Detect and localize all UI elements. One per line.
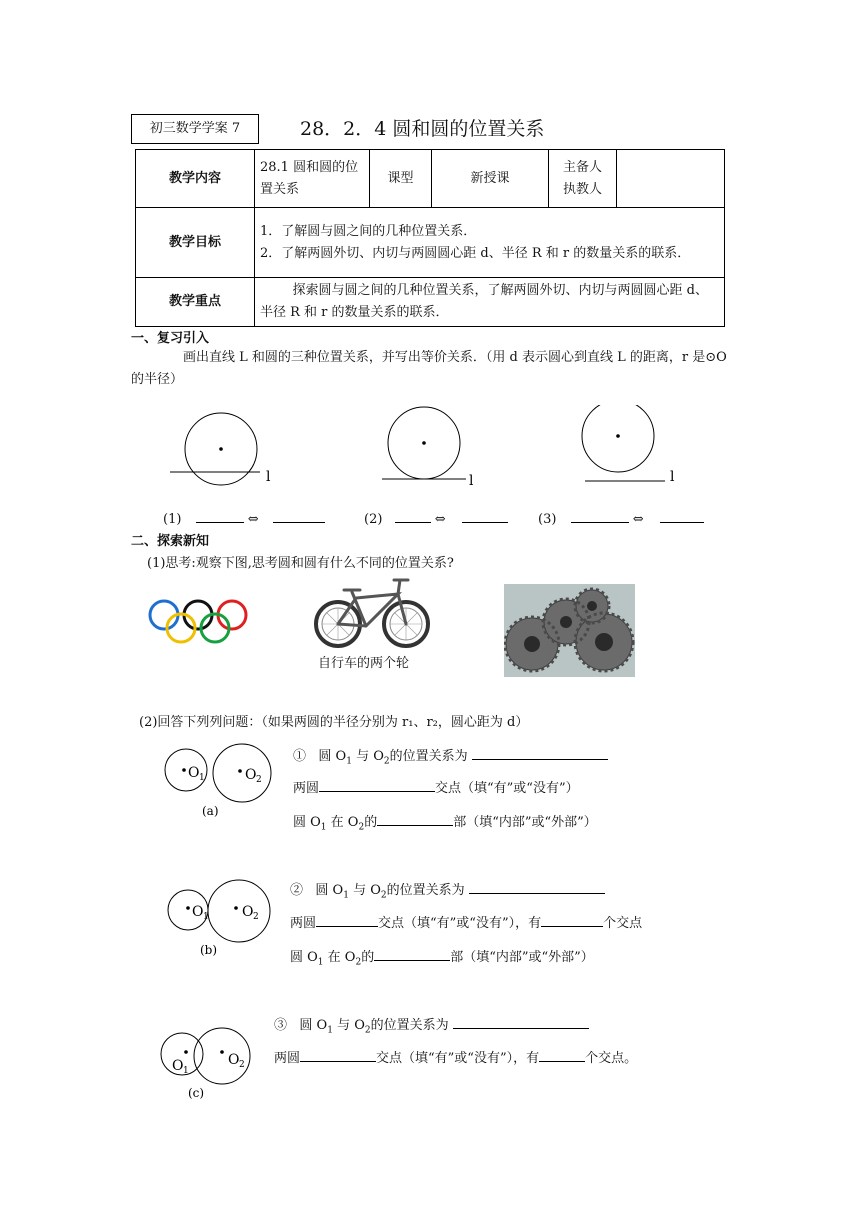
lesson-label-box: 初三数学学案 7 <box>131 114 259 144</box>
question-1-line-1: ① 圆 $O_1$ 与 $O_2$的位置关系为 <box>293 745 608 772</box>
lesson-info-table <box>135 149 725 327</box>
focus-text: 探索圆与圆之间的几种位置关系，了解两圆外切、内切与两圆圆心距 d、半径 R 和 r 的数量关系的联系． <box>255 278 725 327</box>
q3-count-blank[interactable] <box>539 1047 585 1062</box>
content-label: 教学内容 <box>136 150 255 208</box>
figure-c-intersecting-circles <box>158 1024 278 1104</box>
blank-3a[interactable] <box>571 508 629 523</box>
blank-1b[interactable] <box>273 508 325 523</box>
svg-text:(c): (c) <box>188 1086 205 1100</box>
focus-label: 教学重点 <box>136 278 255 327</box>
svg-text:O: O <box>245 767 257 783</box>
svg-text:O: O <box>172 1058 184 1074</box>
svg-text:O: O <box>242 904 254 920</box>
blank-1a[interactable] <box>196 508 244 523</box>
svg-text:(b): (b) <box>200 943 218 957</box>
preparer-label: 主备人 <box>562 159 602 175</box>
q2-relation-blank[interactable] <box>469 879 605 894</box>
equivalence-row-3 <box>538 508 704 527</box>
equiv-arrow-3: ⇔ <box>632 512 644 527</box>
content-value: 28.1 圆和圆的位置关系 <box>255 150 370 208</box>
equiv-arrow-1: ⇔ <box>247 512 259 527</box>
type-label: 课型 <box>370 150 432 208</box>
svg-text:1: 1 <box>183 1066 189 1076</box>
olympic-rings-image <box>146 598 250 644</box>
equivalence-row-1 <box>163 508 325 527</box>
gears-image <box>504 584 635 677</box>
blank-2b[interactable] <box>462 508 508 523</box>
line-label-2: l <box>469 473 474 489</box>
teacher-label: 执教人 <box>562 181 602 197</box>
q3-intersect-blank[interactable] <box>300 1047 376 1062</box>
line-label-1: l <box>266 469 271 485</box>
goal-2: 2．了解两圆外切、内切与两圆圆心距 d、半径 R 和 r 的数量关系的联系． <box>260 245 691 261</box>
line-circle-figures <box>160 405 720 500</box>
q2-intersect-blank[interactable] <box>316 912 378 927</box>
think-prompt: (1)思考:观察下图,思考圆和圆有什么不同的位置关系? <box>147 556 454 571</box>
svg-text:O: O <box>188 765 200 781</box>
q1-relation-blank[interactable] <box>472 745 608 760</box>
svg-text:O: O <box>192 904 204 920</box>
question-1-line-3: 圆 $O_1$ 在 $O_2$的 部（填“内部”或“外部”） <box>293 811 597 838</box>
answer-prompt: (2)回答下列列问题：（如果两圆的半径分别为 r₁、r₂，圆心距为 d） <box>139 715 529 730</box>
svg-text:(a): (a) <box>202 804 219 818</box>
figure-a-separate-circles <box>160 740 280 820</box>
section-1-text: 画出直线 L 和圆的三种位置关系，并写出等价关系．（用 d 表示圆心到直线 L 的距离，r 是⊙O 的半径） <box>131 350 727 387</box>
section-1-heading: 一、复习引入 <box>131 331 210 346</box>
q3-relation-blank[interactable] <box>453 1014 589 1029</box>
q2-count-blank[interactable] <box>541 912 603 927</box>
question-3-line-2: 两圆 交点（填“有”或“没有”），有 个交点。 <box>274 1047 637 1069</box>
item-2-label: (2) <box>364 512 383 527</box>
goals-text <box>255 208 725 278</box>
blank-2a[interactable] <box>395 508 431 523</box>
line-label-3: l <box>670 469 675 485</box>
figure-b-tangent-circles <box>164 877 284 959</box>
question-2-line-1: ② 圆 $O_1$ 与 $O_2$的位置关系为 <box>290 879 605 906</box>
equiv-arrow-2: ⇔ <box>434 512 446 527</box>
goals-label: 教学目标 <box>136 208 255 278</box>
equivalence-row-2 <box>364 508 508 527</box>
svg-text:2: 2 <box>239 1060 245 1070</box>
section-2-heading: 二、探索新知 <box>131 534 210 549</box>
type-value: 新授课 <box>432 150 549 208</box>
question-2-line-3: 圆 $O_1$ 在 $O_2$的 部（填“内部”或“外部”） <box>290 946 594 973</box>
question-3-line-1: ③ 圆 $O_1$ 与 $O_2$的位置关系为 <box>274 1014 589 1041</box>
svg-text:1: 1 <box>199 773 205 783</box>
bike-caption: 自行车的两个轮 <box>318 656 410 671</box>
svg-text:O: O <box>228 1052 240 1068</box>
circle-separate-figure <box>582 405 654 472</box>
svg-text:1: 1 <box>203 912 209 922</box>
bicycle-image <box>308 574 436 650</box>
preparer-teacher-labels <box>549 150 617 208</box>
item-1-label: (1) <box>163 512 182 527</box>
item-3-label: (3) <box>538 512 557 527</box>
q2-inside-blank[interactable] <box>374 946 450 961</box>
question-1-line-2: 两圆 交点（填“有”或“没有”） <box>293 777 579 799</box>
preparer-teacher-values <box>617 150 725 208</box>
blank-3b[interactable] <box>660 508 704 523</box>
svg-text:2: 2 <box>256 775 262 785</box>
q1-intersect-blank[interactable] <box>319 777 435 792</box>
page-title: 28．2．4 圆和圆的位置关系 <box>300 118 545 140</box>
question-2-line-2: 两圆 交点（填“有”或“没有”），有 个交点 <box>290 912 642 934</box>
svg-text:2: 2 <box>253 912 259 922</box>
q1-inside-blank[interactable] <box>377 811 453 826</box>
goal-1: 1．了解圆与圆之间的几种位置关系． <box>260 223 477 239</box>
